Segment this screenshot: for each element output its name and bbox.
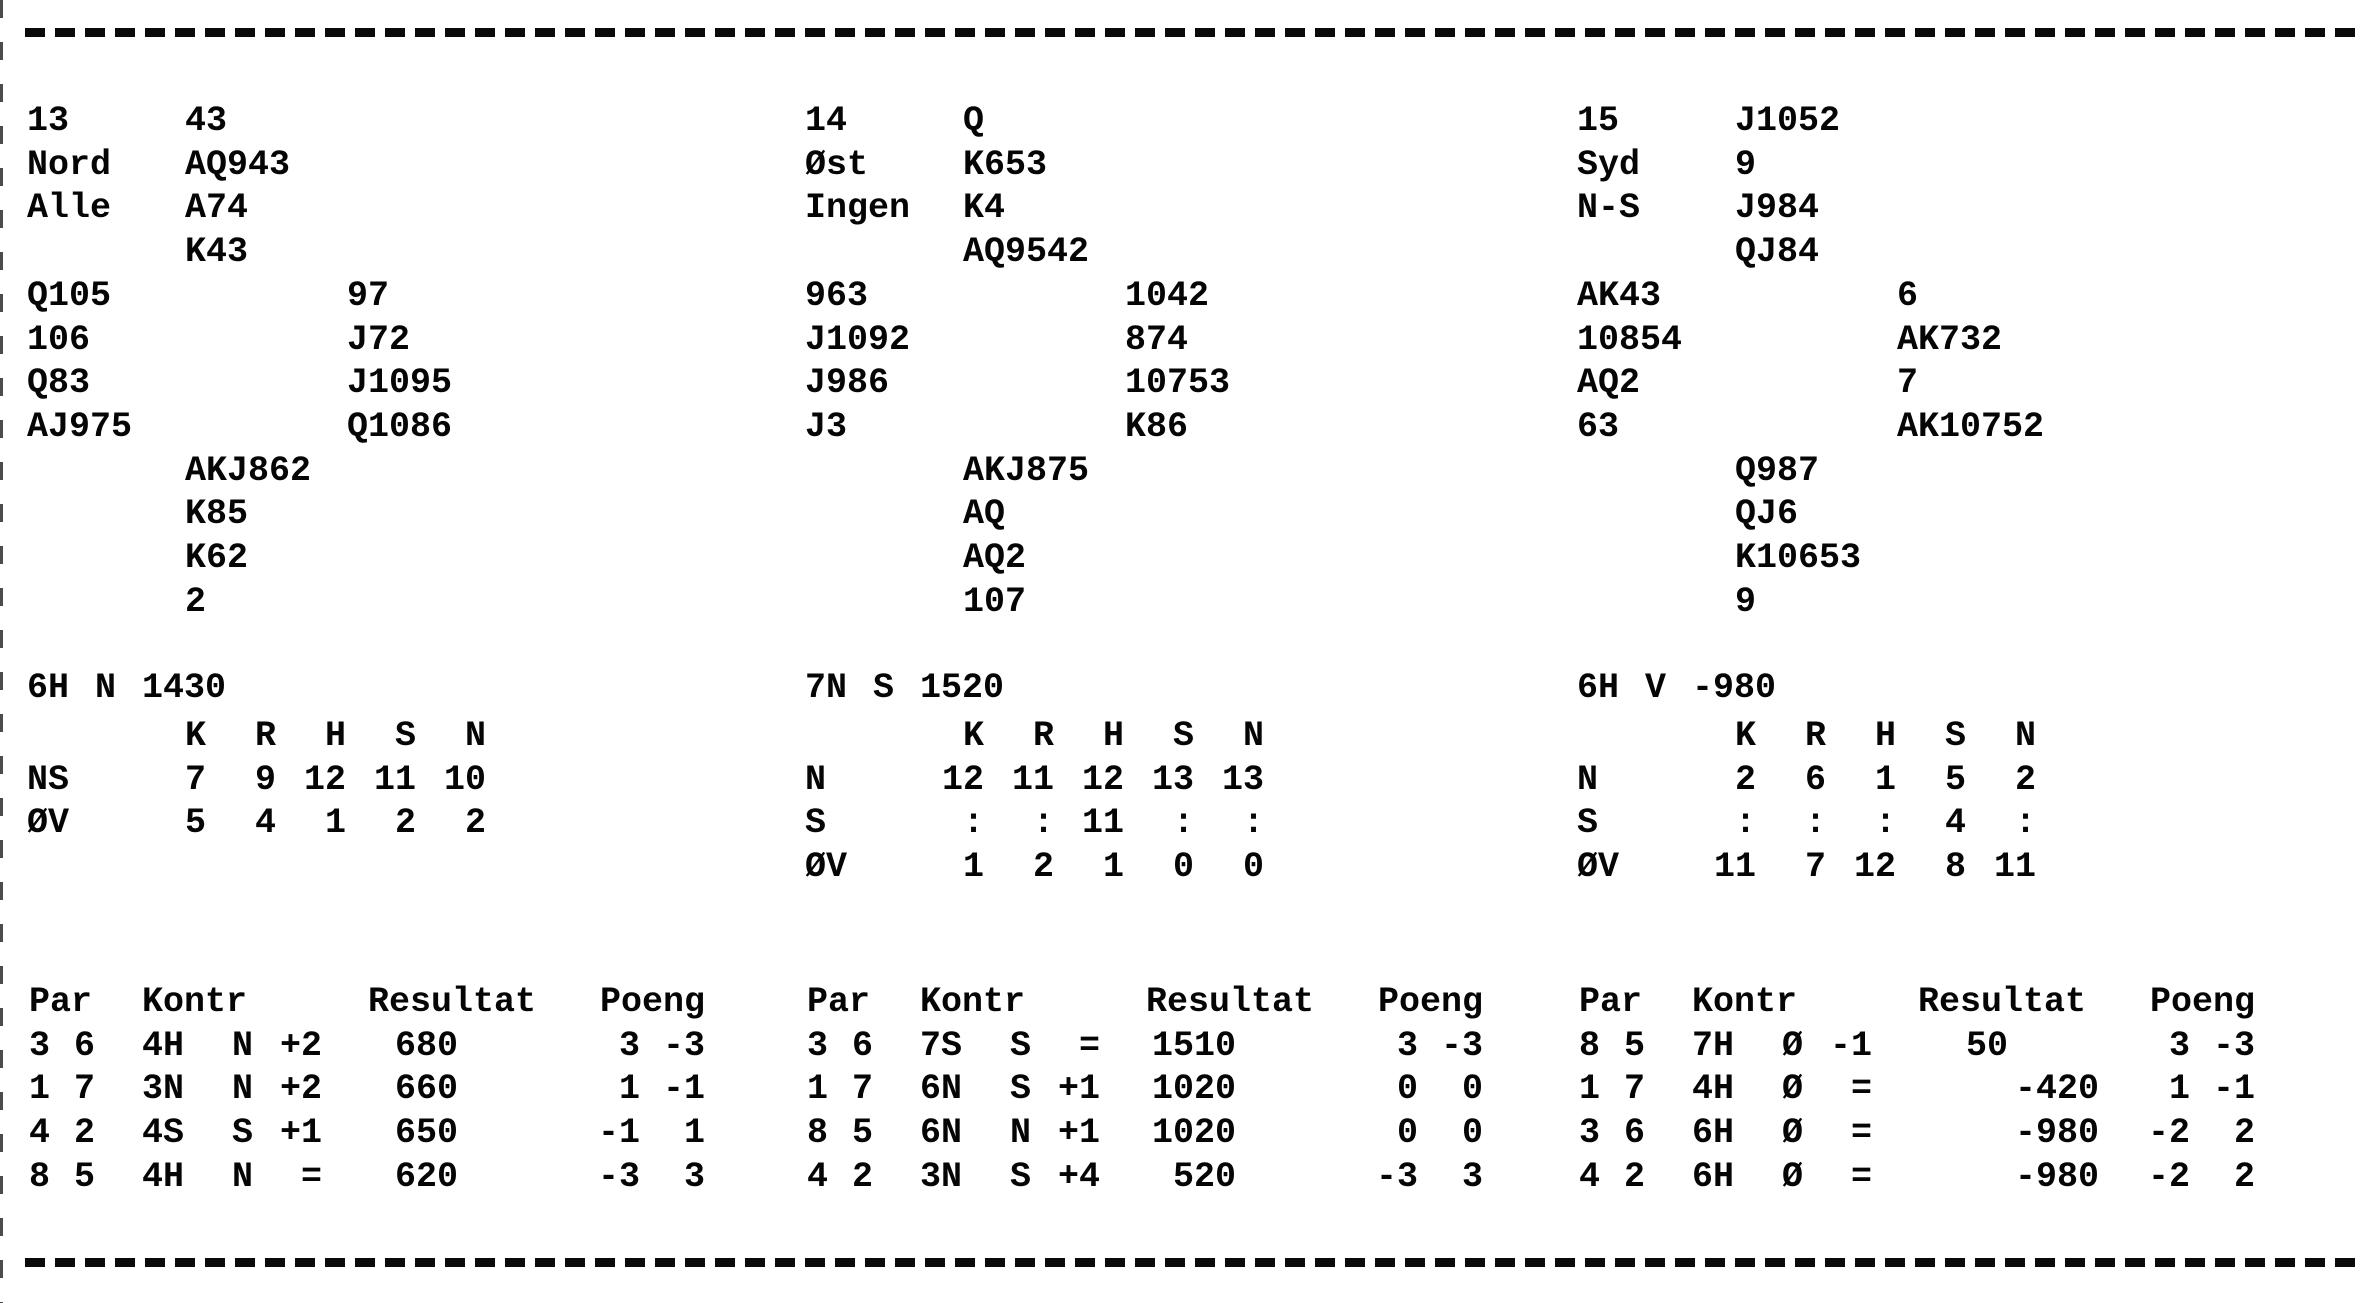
board-number: 15 — [1577, 101, 1620, 141]
makeable-cell: 12 — [303, 759, 346, 800]
result-score: 1510 — [1151, 1025, 1236, 1066]
result-mp-ew: 2 — [2233, 1113, 2255, 1154]
makeable-cell: 2 — [2014, 759, 2036, 800]
suit-col-N: N — [2015, 716, 2037, 756]
east-spades: 1042 — [1125, 275, 1210, 316]
result-declarer: Ø — [1782, 1156, 1804, 1197]
makeable-row-label: ØV — [27, 803, 70, 844]
west-diamonds: J986 — [805, 363, 890, 404]
result-mp-ew: 0 — [1461, 1069, 1483, 1110]
vulnerability: N-S — [1577, 188, 1641, 229]
result-pair-ew: 2 — [74, 1113, 96, 1154]
makeable-cell: 13 — [1151, 759, 1194, 800]
west-clubs: 63 — [1577, 406, 1620, 447]
west-clubs: AJ975 — [27, 406, 133, 447]
makeable-cell: : — [2014, 803, 2036, 844]
optimum-declarer: S — [873, 668, 895, 708]
result-declarer: Ø — [1782, 1113, 1804, 1154]
optimum-contract: 7N — [805, 668, 848, 708]
bottom-divider — [25, 1258, 2362, 1267]
result-score: 660 — [394, 1069, 458, 1110]
result-pair-ew: 7 — [74, 1069, 96, 1110]
suit-col-H: H — [1875, 716, 1897, 756]
result-contract: 7H — [1692, 1025, 1735, 1066]
optimum-declarer: N — [95, 668, 117, 708]
result-mp-ew: 0 — [1461, 1113, 1483, 1154]
result-mp-ns: -2 — [2147, 1113, 2190, 1154]
south-hearts: K85 — [185, 494, 249, 535]
optimum-contract: 6H — [27, 668, 70, 708]
makeable-cell: 1 — [324, 803, 346, 844]
suit-col-S: S — [1173, 716, 1195, 756]
vulnerability: Ingen — [805, 188, 911, 229]
west-spades: 963 — [805, 275, 869, 316]
west-hearts: 10854 — [1577, 319, 1683, 360]
suit-col-K: K — [1735, 716, 1757, 756]
south-hearts: AQ — [963, 494, 1006, 535]
north-hearts: 9 — [1735, 144, 1757, 185]
west-hearts: 106 — [27, 319, 91, 360]
north-hearts: AQ943 — [185, 144, 291, 185]
optimum-score: -980 — [1692, 668, 1777, 708]
makeable-cell: 12 — [1081, 759, 1124, 800]
north-hearts: K653 — [963, 144, 1048, 185]
west-hearts: J1092 — [805, 319, 911, 360]
result-tricks: = — [1850, 1113, 1872, 1154]
result-mp-ew: -1 — [2212, 1069, 2255, 1110]
result-mp-ns: -2 — [2147, 1156, 2190, 1197]
west-diamonds: Q83 — [27, 363, 91, 404]
result-contract: 3N — [142, 1069, 185, 1110]
result-score: 1020 — [1151, 1069, 1236, 1110]
north-clubs: QJ84 — [1735, 232, 1820, 273]
result-contract: 6N — [920, 1113, 963, 1154]
makeable-cell: 4 — [254, 803, 276, 844]
result-pair-ns: 3 — [807, 1025, 829, 1066]
east-clubs: Q1086 — [347, 406, 453, 447]
makeable-cell: 5 — [1944, 759, 1966, 800]
makeable-cell: 0 — [1172, 847, 1194, 888]
north-diamonds: J984 — [1735, 188, 1820, 229]
result-declarer: S — [1010, 1156, 1032, 1197]
makeable-cell: 5 — [184, 803, 206, 844]
makeable-cell: : — [962, 803, 984, 844]
makeable-cell: 2 — [1032, 847, 1054, 888]
result-score: 620 — [394, 1156, 458, 1197]
result-contract: 6N — [920, 1069, 963, 1110]
north-clubs: K43 — [185, 232, 249, 273]
makeable-row-label: S — [1577, 803, 1599, 844]
suit-col-N: N — [465, 716, 487, 756]
makeable-cell: 11 — [1081, 803, 1124, 844]
makeable-cell: 13 — [1221, 759, 1264, 800]
makeable-row-label: NS — [27, 759, 70, 800]
east-diamonds: J1095 — [347, 363, 453, 404]
result-tricks: +2 — [279, 1069, 322, 1110]
south-clubs: 2 — [185, 581, 207, 622]
result-tricks: +4 — [1057, 1156, 1100, 1197]
result-contract: 4S — [142, 1113, 185, 1154]
result-mp-ew: 1 — [683, 1113, 705, 1154]
makeable-cell: : — [1172, 803, 1194, 844]
result-declarer: S — [1010, 1069, 1032, 1110]
result-mp-ew: 3 — [683, 1156, 705, 1197]
result-declarer: N — [232, 1025, 254, 1066]
result-declarer: N — [232, 1156, 254, 1197]
result-contract: 4H — [1692, 1069, 1735, 1110]
result-tricks: = — [1078, 1025, 1100, 1066]
makeable-cell: 8 — [1944, 847, 1966, 888]
makeable-cell: 2 — [1734, 759, 1756, 800]
result-pair-ns: 1 — [1579, 1069, 1601, 1110]
result-mp-ns: -3 — [597, 1156, 640, 1197]
east-clubs: AK10752 — [1897, 406, 2045, 447]
results-header-resultat: Resultat — [1146, 982, 1315, 1022]
south-diamonds: K62 — [185, 538, 249, 578]
result-score: 680 — [394, 1025, 458, 1066]
north-spades: J1052 — [1735, 101, 1841, 141]
makeable-cell: 2 — [394, 803, 416, 844]
south-spades: AKJ862 — [185, 450, 312, 491]
makeable-row-label: N — [1577, 759, 1599, 800]
makeable-cell: 1 — [1102, 847, 1124, 888]
makeable-cell: : — [1874, 803, 1896, 844]
result-tricks: -1 — [1829, 1025, 1872, 1066]
result-pair-ns: 3 — [29, 1025, 51, 1066]
result-tricks: +1 — [1057, 1113, 1100, 1154]
optimum-declarer: V — [1645, 668, 1667, 708]
suit-col-R: R — [1805, 716, 1827, 756]
south-clubs: 107 — [963, 581, 1027, 622]
result-pair-ew: 6 — [1624, 1113, 1646, 1154]
west-spades: AK43 — [1577, 275, 1662, 316]
result-pair-ew: 2 — [852, 1156, 874, 1197]
suit-col-R: R — [1033, 716, 1055, 756]
result-mp-ew: -3 — [662, 1025, 705, 1066]
north-diamonds: K4 — [963, 188, 1006, 229]
makeable-cell: : — [1032, 803, 1054, 844]
result-pair-ew: 5 — [74, 1156, 96, 1197]
result-pair-ew: 6 — [852, 1025, 874, 1066]
results-header-kontr: Kontr — [920, 982, 1026, 1022]
result-declarer: S — [1010, 1025, 1032, 1066]
dealer: Øst — [805, 144, 869, 185]
west-spades: Q105 — [27, 275, 112, 316]
board-number: 14 — [805, 101, 848, 141]
makeable-cell: 10 — [443, 759, 486, 800]
makeable-cell: 9 — [254, 759, 276, 800]
result-pair-ns: 3 — [1579, 1113, 1601, 1154]
result-declarer: N — [1010, 1113, 1032, 1154]
west-diamonds: AQ2 — [1577, 363, 1641, 404]
result-pair-ns: 4 — [29, 1113, 51, 1154]
board-number: 13 — [27, 101, 70, 141]
result-tricks: = — [1850, 1069, 1872, 1110]
east-clubs: K86 — [1125, 406, 1189, 447]
result-pair-ns: 8 — [1579, 1025, 1601, 1066]
result-score: -980 — [2014, 1113, 2099, 1154]
result-contract: 4H — [142, 1156, 185, 1197]
north-clubs: AQ9542 — [963, 232, 1090, 273]
makeable-cell: 2 — [464, 803, 486, 844]
results-header-par: Par — [1579, 982, 1643, 1022]
results-header-par: Par — [29, 982, 93, 1022]
makeable-cell: 11 — [1713, 847, 1756, 888]
result-score: 50 — [1965, 1025, 2008, 1066]
result-contract: 6H — [1692, 1113, 1735, 1154]
result-pair-ew: 5 — [852, 1113, 874, 1154]
result-mp-ns: 0 — [1396, 1113, 1418, 1154]
result-mp-ew: -3 — [2212, 1025, 2255, 1066]
result-score: 520 — [1172, 1156, 1236, 1197]
north-spades: 43 — [185, 101, 228, 141]
makeable-row-label: ØV — [805, 847, 848, 888]
result-tricks: = — [1850, 1156, 1872, 1197]
makeable-cell: 12 — [941, 759, 984, 800]
result-pair-ew: 2 — [1624, 1156, 1646, 1197]
results-header-resultat: Resultat — [368, 982, 537, 1022]
suit-col-R: R — [255, 716, 277, 756]
makeable-cell: 7 — [1804, 847, 1826, 888]
east-diamonds: 7 — [1897, 363, 1919, 404]
suit-col-S: S — [1945, 716, 1967, 756]
makeable-cell: 11 — [373, 759, 416, 800]
makeable-cell: 6 — [1804, 759, 1826, 800]
result-mp-ns: 3 — [1396, 1025, 1418, 1066]
vulnerability: Alle — [27, 188, 112, 229]
suit-col-H: H — [325, 716, 347, 756]
suit-col-K: K — [185, 716, 207, 756]
dealer: Nord — [27, 144, 112, 185]
west-clubs: J3 — [805, 406, 848, 447]
board-15 — [1577, 0, 2337, 1303]
optimum-contract: 6H — [1577, 668, 1620, 708]
result-pair-ew: 5 — [1624, 1025, 1646, 1066]
result-mp-ns: 3 — [2168, 1025, 2190, 1066]
south-diamonds: AQ2 — [963, 538, 1027, 578]
suit-col-S: S — [395, 716, 417, 756]
result-contract: 3N — [920, 1156, 963, 1197]
result-contract: 6H — [1692, 1156, 1735, 1197]
results-header-poeng: Poeng — [1378, 982, 1484, 1022]
results-header-poeng: Poeng — [2150, 982, 2256, 1022]
result-declarer: Ø — [1782, 1025, 1804, 1066]
result-pair-ew: 7 — [852, 1069, 874, 1110]
optimum-score: 1430 — [142, 668, 227, 708]
makeable-row-label: S — [805, 803, 827, 844]
makeable-row-label: N — [805, 759, 827, 800]
result-pair-ns: 8 — [807, 1113, 829, 1154]
makeable-cell: 11 — [1993, 847, 2036, 888]
result-declarer: N — [232, 1069, 254, 1110]
suit-col-N: N — [1243, 716, 1265, 756]
result-declarer: S — [232, 1113, 254, 1154]
east-hearts: J72 — [347, 319, 411, 360]
left-border — [0, 0, 3, 1303]
board-14 — [805, 0, 1565, 1303]
result-mp-ew: 3 — [1461, 1156, 1483, 1197]
suit-col-K: K — [963, 716, 985, 756]
result-mp-ns: -1 — [597, 1113, 640, 1154]
makeable-cell: : — [1242, 803, 1264, 844]
east-hearts: AK732 — [1897, 319, 2003, 360]
result-pair-ew: 6 — [74, 1025, 96, 1066]
result-pair-ns: 8 — [29, 1156, 51, 1197]
makeable-cell: : — [1734, 803, 1756, 844]
result-mp-ew: 2 — [2233, 1156, 2255, 1197]
south-clubs: 9 — [1735, 581, 1757, 622]
result-declarer: Ø — [1782, 1069, 1804, 1110]
south-diamonds: K10653 — [1735, 538, 1862, 578]
optimum-score: 1520 — [920, 668, 1005, 708]
results-header-poeng: Poeng — [600, 982, 706, 1022]
makeable-row-label: ØV — [1577, 847, 1620, 888]
makeable-cell: 1 — [962, 847, 984, 888]
results-header-par: Par — [807, 982, 871, 1022]
result-mp-ns: 1 — [2168, 1069, 2190, 1110]
result-score: -420 — [2014, 1069, 2099, 1110]
makeable-cell: : — [1804, 803, 1826, 844]
result-score: 650 — [394, 1113, 458, 1154]
result-tricks: +1 — [279, 1113, 322, 1154]
result-tricks: +1 — [1057, 1069, 1100, 1110]
north-spades: Q — [963, 101, 985, 141]
makeable-cell: 0 — [1242, 847, 1264, 888]
result-score: 1020 — [1151, 1113, 1236, 1154]
result-mp-ns: -3 — [1375, 1156, 1418, 1197]
result-pair-ew: 7 — [1624, 1069, 1646, 1110]
makeable-cell: 11 — [1011, 759, 1054, 800]
result-score: -980 — [2014, 1156, 2099, 1197]
makeable-cell: 12 — [1853, 847, 1896, 888]
makeable-cell: 4 — [1944, 803, 1966, 844]
result-tricks: = — [300, 1156, 322, 1197]
result-pair-ns: 4 — [807, 1156, 829, 1197]
south-spades: Q987 — [1735, 450, 1820, 491]
result-mp-ew: -3 — [1440, 1025, 1483, 1066]
result-mp-ns: 3 — [618, 1025, 640, 1066]
board-13 — [27, 0, 787, 1303]
east-diamonds: 10753 — [1125, 363, 1231, 404]
result-pair-ns: 1 — [807, 1069, 829, 1110]
result-mp-ns: 0 — [1396, 1069, 1418, 1110]
results-header-resultat: Resultat — [1918, 982, 2087, 1022]
makeable-cell: 1 — [1874, 759, 1896, 800]
results-header-kontr: Kontr — [142, 982, 248, 1022]
result-pair-ns: 4 — [1579, 1156, 1601, 1197]
north-diamonds: A74 — [185, 188, 249, 229]
east-hearts: 874 — [1125, 319, 1189, 360]
result-mp-ew: -1 — [662, 1069, 705, 1110]
east-spades: 97 — [347, 275, 390, 316]
east-spades: 6 — [1897, 275, 1919, 316]
result-mp-ns: 1 — [618, 1069, 640, 1110]
result-contract: 7S — [920, 1025, 963, 1066]
south-hearts: QJ6 — [1735, 494, 1799, 535]
suit-col-H: H — [1103, 716, 1125, 756]
result-contract: 4H — [142, 1025, 185, 1066]
makeable-cell: 7 — [184, 759, 206, 800]
result-pair-ns: 1 — [29, 1069, 51, 1110]
result-tricks: +2 — [279, 1025, 322, 1066]
south-spades: AKJ875 — [963, 450, 1090, 491]
dealer: Syd — [1577, 144, 1641, 185]
results-header-kontr: Kontr — [1692, 982, 1798, 1022]
